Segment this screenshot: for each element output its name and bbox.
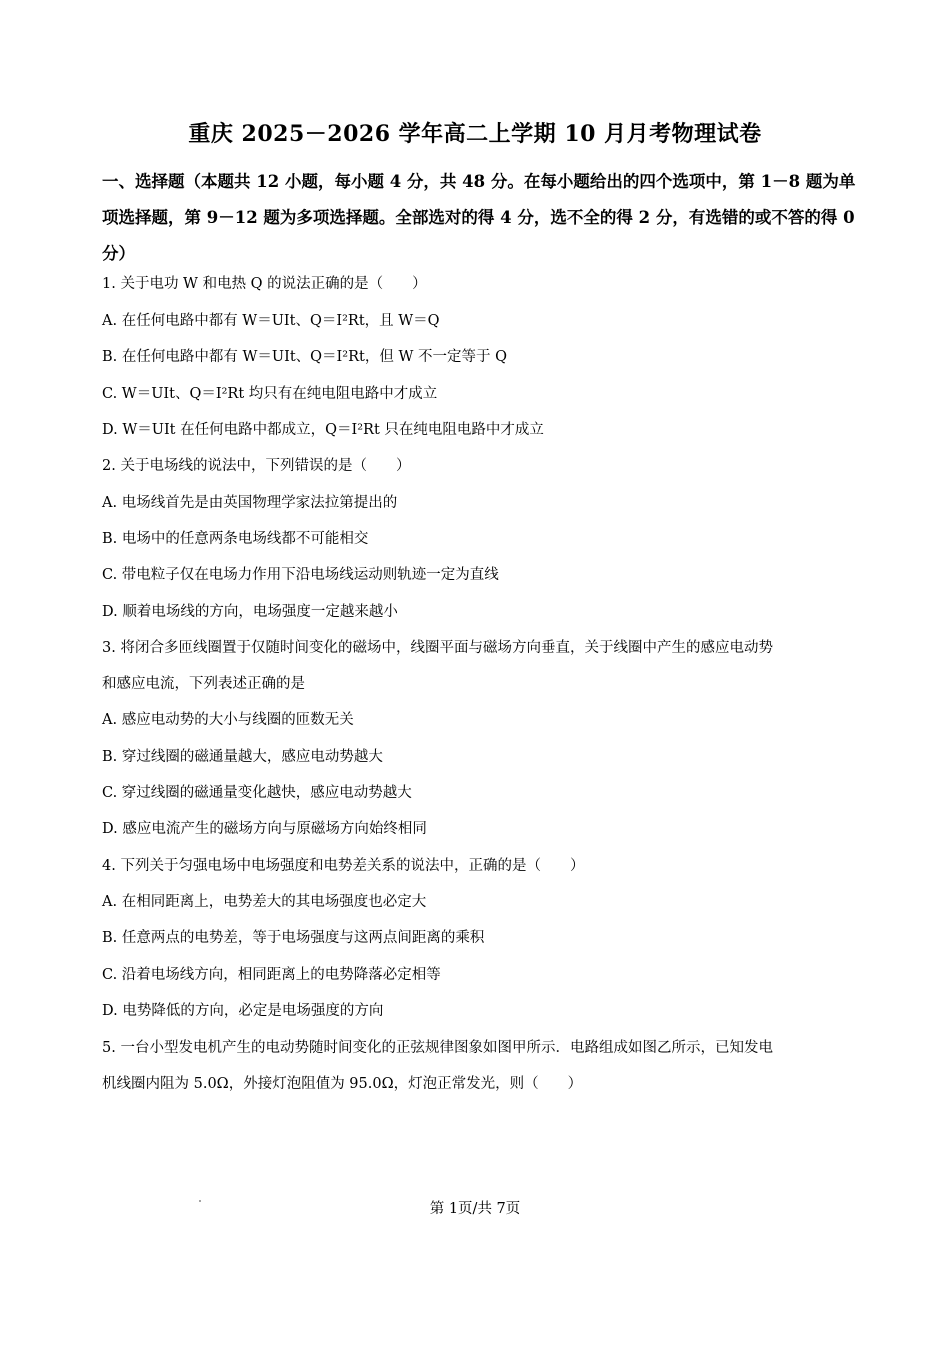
question-3-continued: 和感应电流，下列表述正确的是 — [102, 676, 305, 692]
question-2: 2. 关于电场线的说法中，下列错误的是（ ） — [102, 458, 411, 474]
option-2a: A. 电场线首先是由英国物理学家法拉第提出的 — [102, 495, 398, 511]
option-2c: C. 带电粒子仅在电场力作用下沿电场线运动则轨迹一定为直线 — [102, 567, 499, 583]
question-5-continued: 机线圈内阻为 5.0Ω，外接灯泡阻值为 95.0Ω，灯泡正常发光，则（ ） — [102, 1076, 583, 1092]
question-1: 1. 关于电功 W 和电热 Q 的说法正确的是（ ） — [102, 276, 427, 292]
page-number: 第 1页/共 7页 — [429, 1201, 521, 1217]
option-2d: D. 顺着电场线的方向，电场强度一定越来越小 — [102, 604, 398, 620]
option-4b: B. 任意两点的电势差，等于电场强度与这两点间距离的乘积 — [102, 930, 485, 946]
option-1c: C. W＝UIt、Q＝I²Rt 均只有在纯电阻电路中才成立 — [102, 386, 438, 402]
option-1d: D. W＝UIt 在任何电路中都成立，Q＝I²Rt 只在纯电阻电路中才成立 — [102, 422, 544, 438]
option-3c: C. 穿过线圈的磁通量变化越快，感应电动势越大 — [102, 785, 412, 801]
option-3b: B. 穿过线圈的磁通量越大，感应电动势越大 — [102, 749, 383, 765]
option-1a: A. 在任何电路中都有 W＝UIt、Q＝I²Rt，且 W＝Q — [102, 313, 440, 329]
question-3: 3. 将闭合多匝线圈置于仅随时间变化的磁场中，线圈平面与磁场方向垂直，关于线圈中产生的感应电动势 — [102, 640, 773, 656]
option-3d: D. 感应电流产生的磁场方向与原磁场方向始终相同 — [102, 821, 427, 837]
question-4: 4. 下列关于匀强电场中电场强度和电势差关系的说法中，正确的是（ ） — [102, 858, 585, 874]
option-4a: A. 在相同距离上，电势差大的其电场强度也必定大 — [102, 894, 427, 910]
option-4d: D. 电势降低的方向，必定是电场强度的方向 — [102, 1003, 384, 1019]
section-header: 一、选择题（本题共 12 小题，每小题 4 分，共 48 分。在每小题给出的四个选项中，第 1－8 题为单项选择题，第 9－12 题为多项选择题。全部选对的得 4 分，选不全的得 2 分，有选错的或不答的得 0 分） — [102, 172, 856, 263]
question-5: 5. 一台小型发电机产生的电动势随时间变化的正弦规律图象如图甲所示．电路组成如图乙所示，已知发电 — [102, 1040, 773, 1056]
exam-title: 重庆 2025－2026 学年高二上学期 10 月月考物理试卷 — [188, 121, 762, 147]
option-1b: B. 在任何电路中都有 W＝UIt、Q＝I²Rt，但 W 不一定等于 Q — [102, 349, 507, 365]
option-2b: B. 电场中的任意两条电场线都不可能相交 — [102, 531, 369, 547]
option-4c: C. 沿着电场线方向，相同距离上的电势降落必定相等 — [102, 967, 441, 983]
option-3a: A. 感应电动势的大小与线圈的匝数无关 — [102, 712, 354, 728]
